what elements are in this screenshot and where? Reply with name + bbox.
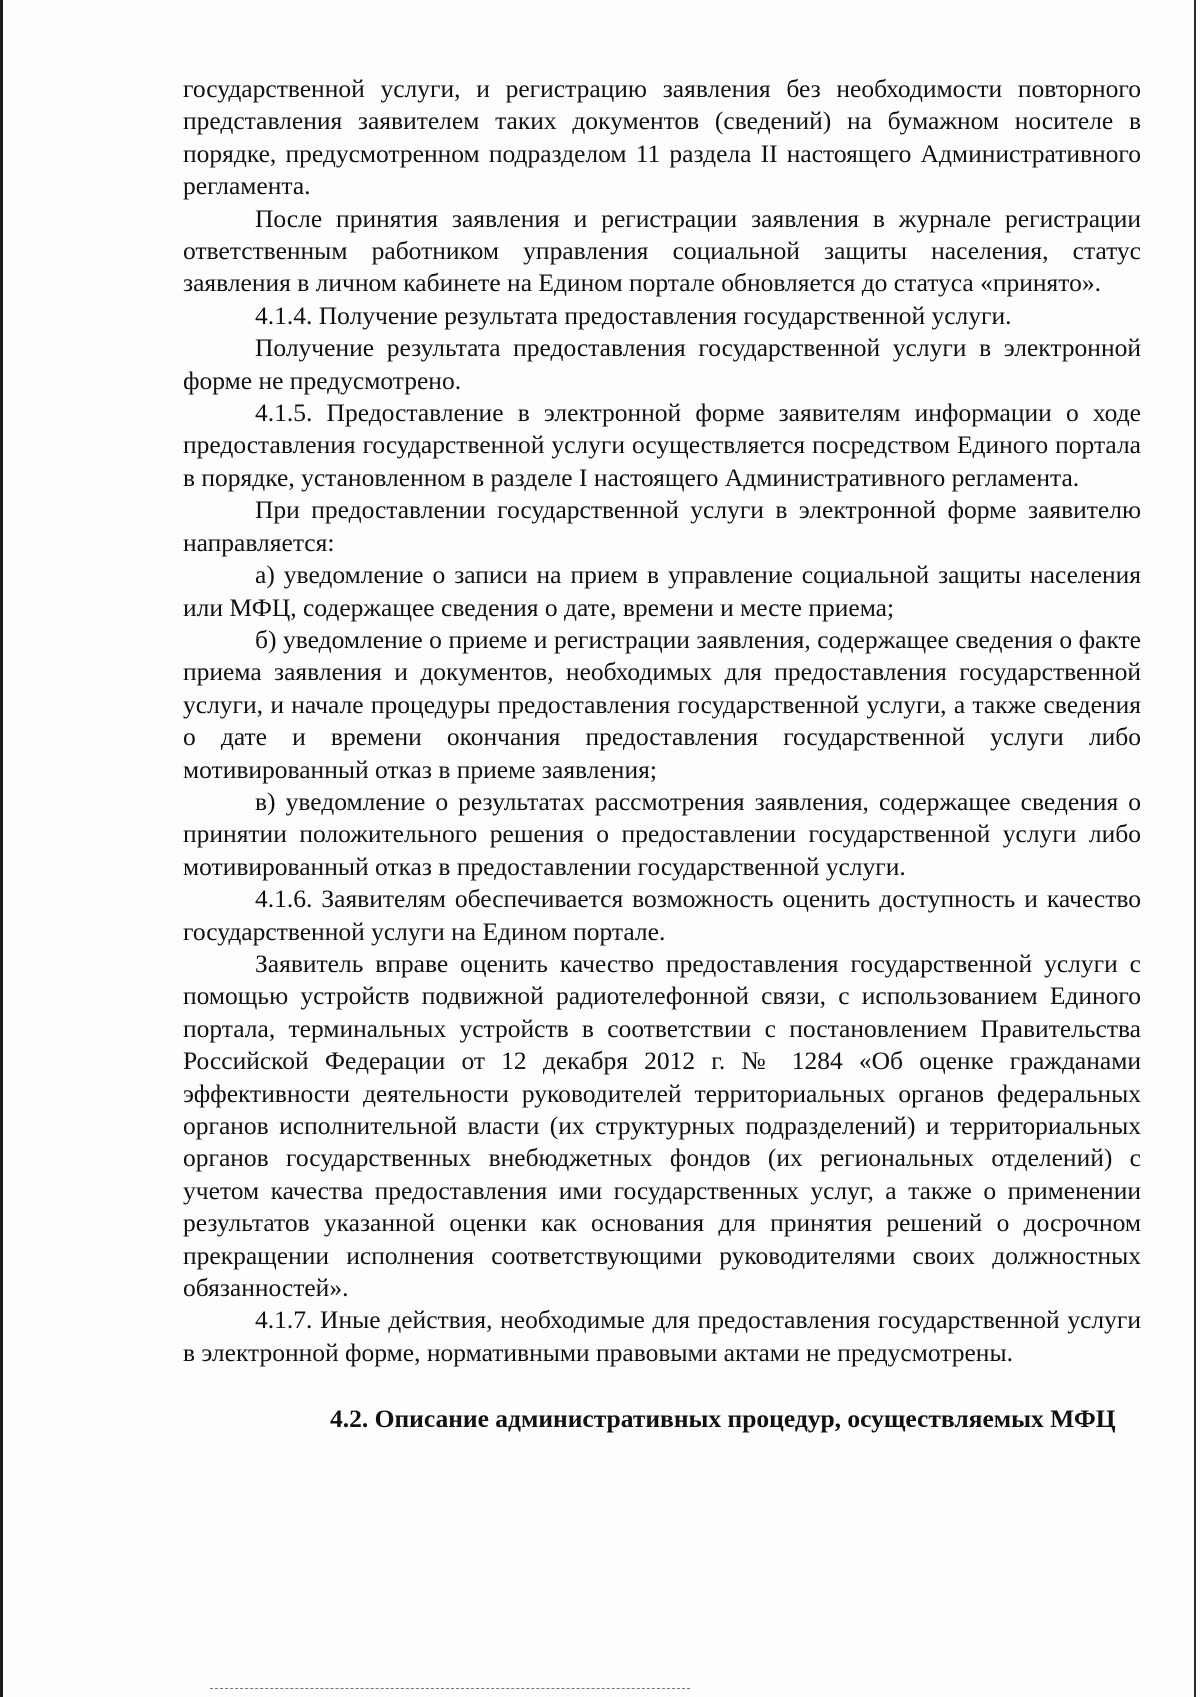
clause-4-1-7: 4.1.7. Иные действия, необходимые для предоставления государственной услуги в электронной форме, нормативными правовыми актами не предусмотрены. (183, 1305, 1141, 1367)
paragraph-notifications-intro: При предоставлении государственной услуги в электронной форме заявителю направляется: (183, 495, 1141, 557)
clause-4-1-5: 4.1.5. Предоставление в электронной форме заявителям информации о ходе предоставления государственной услуги осуществляется посредством Единого портала в порядке, установленном в разделе I настоящего Административного регламента. (183, 398, 1141, 492)
paragraph-status-update: После принятия заявления и регистрации заявления в журнале регистрации ответственным работником управления социальной защиты населения, статус заявления в личном кабинете на Едином портале обновляется до статуса «принято». (183, 203, 1141, 298)
scan-edge-left (0, 0, 3, 1697)
clause-4-1-4: 4.1.4. Получение результата предоставления государственной услуги. (255, 300, 1012, 330)
paragraph-continuation: государственной услуги, и регистрацию заявления без необходимости повторного представления заявителем таких документов (сведений) на бумажном носителе в порядке, предусмотренном подразделом 11 раздела II настоящего Административного регламента. (183, 74, 1141, 201)
section-heading-4-2: 4.2. Описание административных процедур, осуществляемых МФЦ (330, 1404, 1116, 1434)
list-item-v: в) уведомление о результатах рассмотрения заявления, содержащее сведения о принятии положительного решения о предоставлении государственной услуги либо мотивированный отказ в предоставлении государственной услуги. (183, 786, 1141, 881)
scan-edge-right (1194, 0, 1196, 1697)
paragraph-result-electronic: Получение результата предоставления государственной услуги в электронной форме не предусмотрено. (183, 333, 1141, 395)
paragraph-quality-assessment: Заявитель вправе оценить качество предоставления государственной услуги с помощью устройств подвижной радиотелефонной связи, с использованием Единого портала, терминальных устройств в соответствии с постановлением Правительства Российской Федерации от 12 декабря 2012 г. № 1284 «Об оценке гражданами эффективности деятельности руководителей территориальных органов федеральных органов исполнительной власти (их структурных подразделений) и территориальных органов государственных внебюджетных фондов (их региональных отделений) с учетом качества предоставления ими государственных услуг, а также о применении результатов указанной оценки как основания для принятия решений о досрочном прекращении исполнения соответствующими руководителями своих должностных обязанностей». (183, 948, 1141, 1303)
page-bottom-rule (210, 1688, 690, 1689)
clause-4-1-6: 4.1.6. Заявителям обеспечивается возможность оценить доступность и качество государственной услуги на Едином портале. (183, 884, 1141, 946)
document-body (183, 73, 1141, 1436)
list-item-a: а) уведомление о записи на прием в управление социальной защиты населения или МФЦ, содержащее сведения о дате, времени и месте приема; (183, 560, 1141, 622)
list-item-b: б) уведомление о приеме и регистрации заявления, содержащее сведения о факте приема заявления и документов, необходимых для предоставления государственной услуги, и начале процедуры предоставления государственной услуги, а также сведения о дате и времени окончания предоставления государственной услуги либо мотивированный отказ в приеме заявления; (183, 624, 1141, 784)
